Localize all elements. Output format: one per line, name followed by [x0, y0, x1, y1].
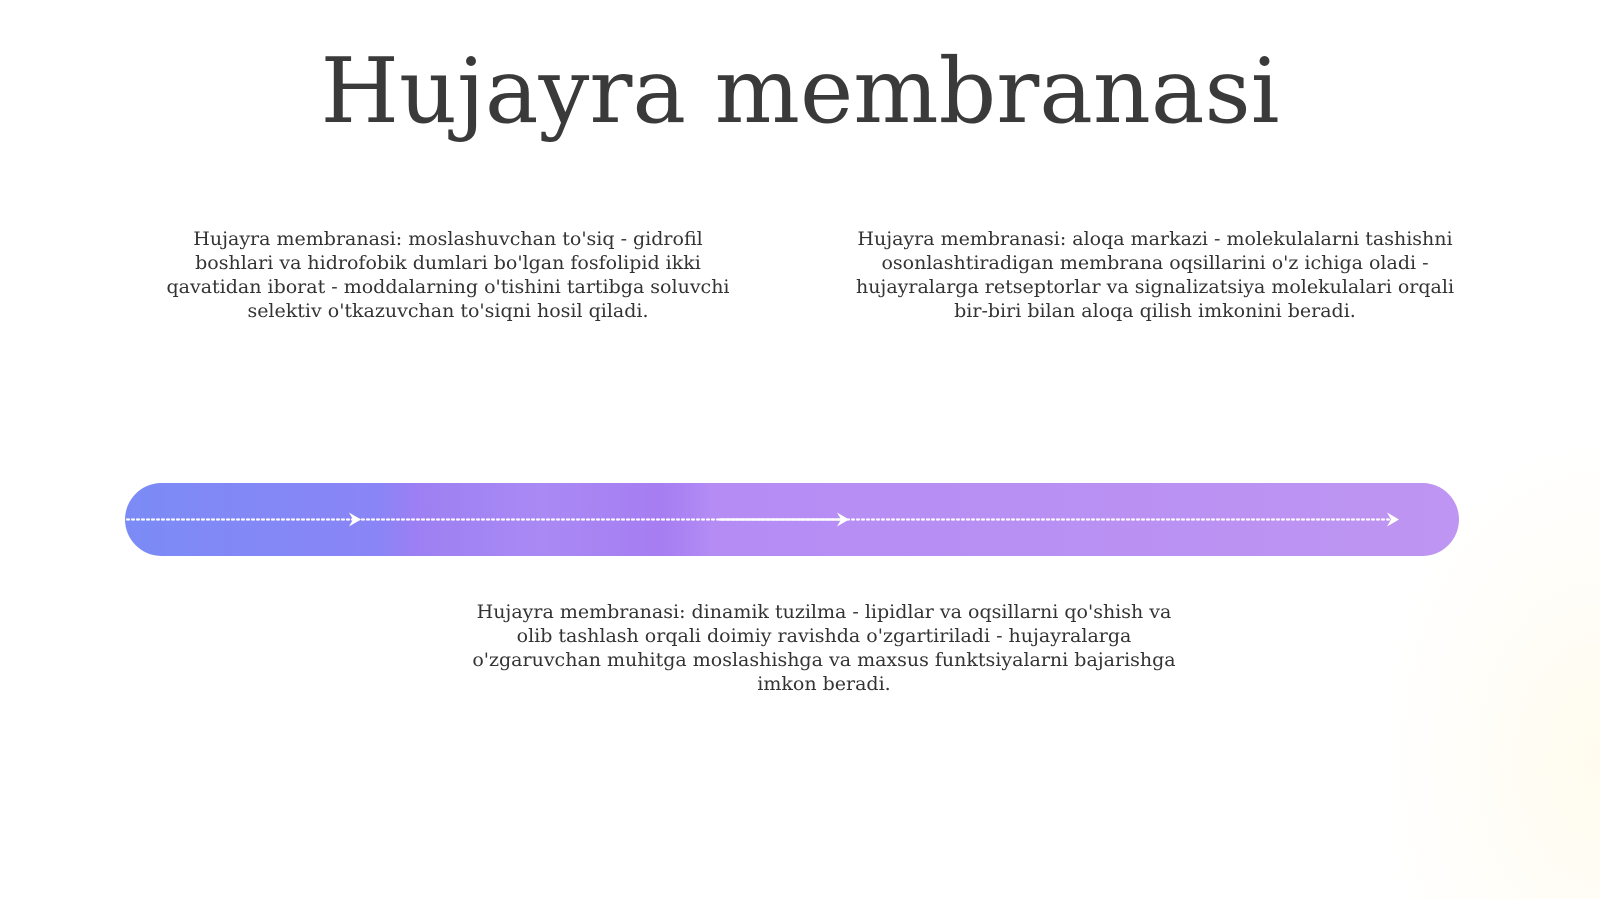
text-block-bottom: Hujayra membranasi: dinamik tuzilma - lipidlar va oqsillarni qo'shish va olib tashlash orqali doimiy ravishda o'zgartiriladi - hujayralarga o'zgaruvchan muhitga moslashishga va maxsus funktsiyalarni bajarishga imkon beradi. — [472, 601, 1176, 695]
slide-title: Hujayra membranasi — [320, 39, 1280, 144]
timeline-graphic — [125, 483, 1459, 556]
text-block-right: Hujayra membranasi: aloqa markazi - molekulalarni tashishni osonlashtiradigan membrana oqsillarini o'z ichiga oladi - hujayralarga retseptorlar va signalizatsiya molekulalari orqali bir-biri bilan aloqa qilish imkonini beradi. — [855, 228, 1455, 322]
text-block-left: Hujayra membranasi: moslashuvchan to'siq - gidrofil boshlari va hidrofobik dumlari bo'lgan fosfolipid ikki qavatidan iborat - moddalarning o'tishini tartibga soluvchi selektiv o'tkazuvchan to'siqni hosil qiladi. — [166, 228, 730, 322]
timeline-bar — [125, 483, 1459, 556]
